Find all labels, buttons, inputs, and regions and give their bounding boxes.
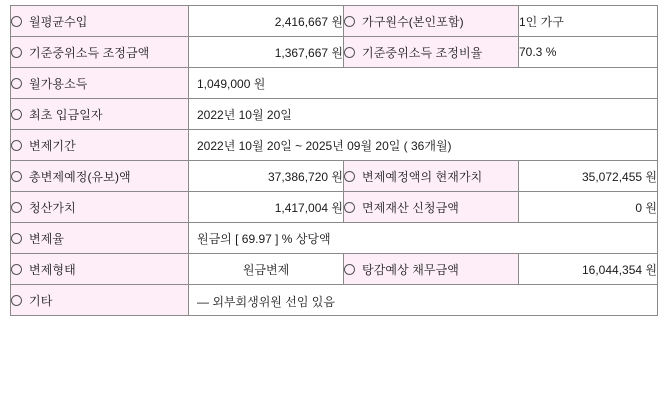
label-first-payment-date: 최초 입금일자 <box>11 99 189 130</box>
circle-bullet-icon <box>344 47 355 58</box>
value-expected-debt-forgiveness: 16,044,354 원 <box>519 254 658 285</box>
table-row <box>11 161 658 192</box>
label-repayment-rate: 변제율 <box>11 223 189 254</box>
label-monthly-disposable-income: 월가용소득 <box>11 68 189 99</box>
circle-bullet-icon <box>11 295 22 306</box>
table-row <box>11 130 658 161</box>
label-median-income-adjusted-ratio: 기준중위소득 조정비율 <box>344 37 519 68</box>
label-other-notes: 기타 <box>11 285 189 316</box>
label-monthly-average-income: 월평균수입 <box>11 6 189 37</box>
circle-bullet-icon <box>11 264 22 275</box>
circle-bullet-icon <box>11 109 22 120</box>
circle-bullet-icon <box>344 264 355 275</box>
table-row <box>11 37 658 68</box>
circle-bullet-icon <box>11 16 22 27</box>
table-row <box>11 6 658 37</box>
value-median-income-adjusted-amount: 1,367,667 원 <box>189 37 344 68</box>
value-household-size: 1인 가구 <box>519 6 658 37</box>
value-total-planned-repayment: 37,386,720 원 <box>189 161 344 192</box>
table-row <box>11 223 658 254</box>
circle-bullet-icon <box>11 140 22 151</box>
table-row <box>11 285 658 316</box>
label-total-planned-repayment: 총변제예정(유보)액 <box>11 161 189 192</box>
table-row <box>11 254 658 285</box>
table-row <box>11 99 658 130</box>
label-present-value-of-repayment: 변제예정액의 현재가치 <box>344 161 519 192</box>
circle-bullet-icon <box>11 202 22 213</box>
circle-bullet-icon <box>344 16 355 27</box>
value-repayment-period: 2022년 10월 20일 ~ 2025년 09월 20일 ( 36개월) <box>189 130 658 161</box>
value-monthly-disposable-income: 1,049,000 원 <box>189 68 658 99</box>
repayment-plan-table <box>10 5 658 316</box>
circle-bullet-icon <box>11 233 22 244</box>
circle-bullet-icon <box>344 202 355 213</box>
label-median-income-adjusted-amount: 기준중위소득 조정금액 <box>11 37 189 68</box>
label-exempt-property-application-amount: 면제재산 신청금액 <box>344 192 519 223</box>
circle-bullet-icon <box>11 78 22 89</box>
table-row <box>11 192 658 223</box>
circle-bullet-icon <box>344 171 355 182</box>
label-household-size: 가구원수(본인포함) <box>344 6 519 37</box>
label-repayment-type: 변제형태 <box>11 254 189 285</box>
value-repayment-rate: 원금의 [ 69.97 ] % 상당액 <box>189 223 658 254</box>
circle-bullet-icon <box>11 47 22 58</box>
value-first-payment-date: 2022년 10월 20일 <box>189 99 658 130</box>
value-repayment-type: 원금변제 <box>189 254 344 285</box>
value-present-value-of-repayment: 35,072,455 원 <box>519 161 658 192</box>
label-liquidation-value: 청산가치 <box>11 192 189 223</box>
value-median-income-adjusted-ratio: 70.3 % <box>519 37 658 68</box>
value-monthly-average-income: 2,416,667 원 <box>189 6 344 37</box>
table-row <box>11 68 658 99</box>
value-liquidation-value: 1,417,004 원 <box>189 192 344 223</box>
form-table-container <box>10 5 657 316</box>
label-repayment-period: 변제기간 <box>11 130 189 161</box>
value-other-notes: — 외부회생위원 선임 있음 <box>189 285 658 316</box>
value-exempt-property-application-amount: 0 원 <box>519 192 658 223</box>
label-expected-debt-forgiveness: 탕감예상 채무금액 <box>344 254 519 285</box>
circle-bullet-icon <box>11 171 22 182</box>
